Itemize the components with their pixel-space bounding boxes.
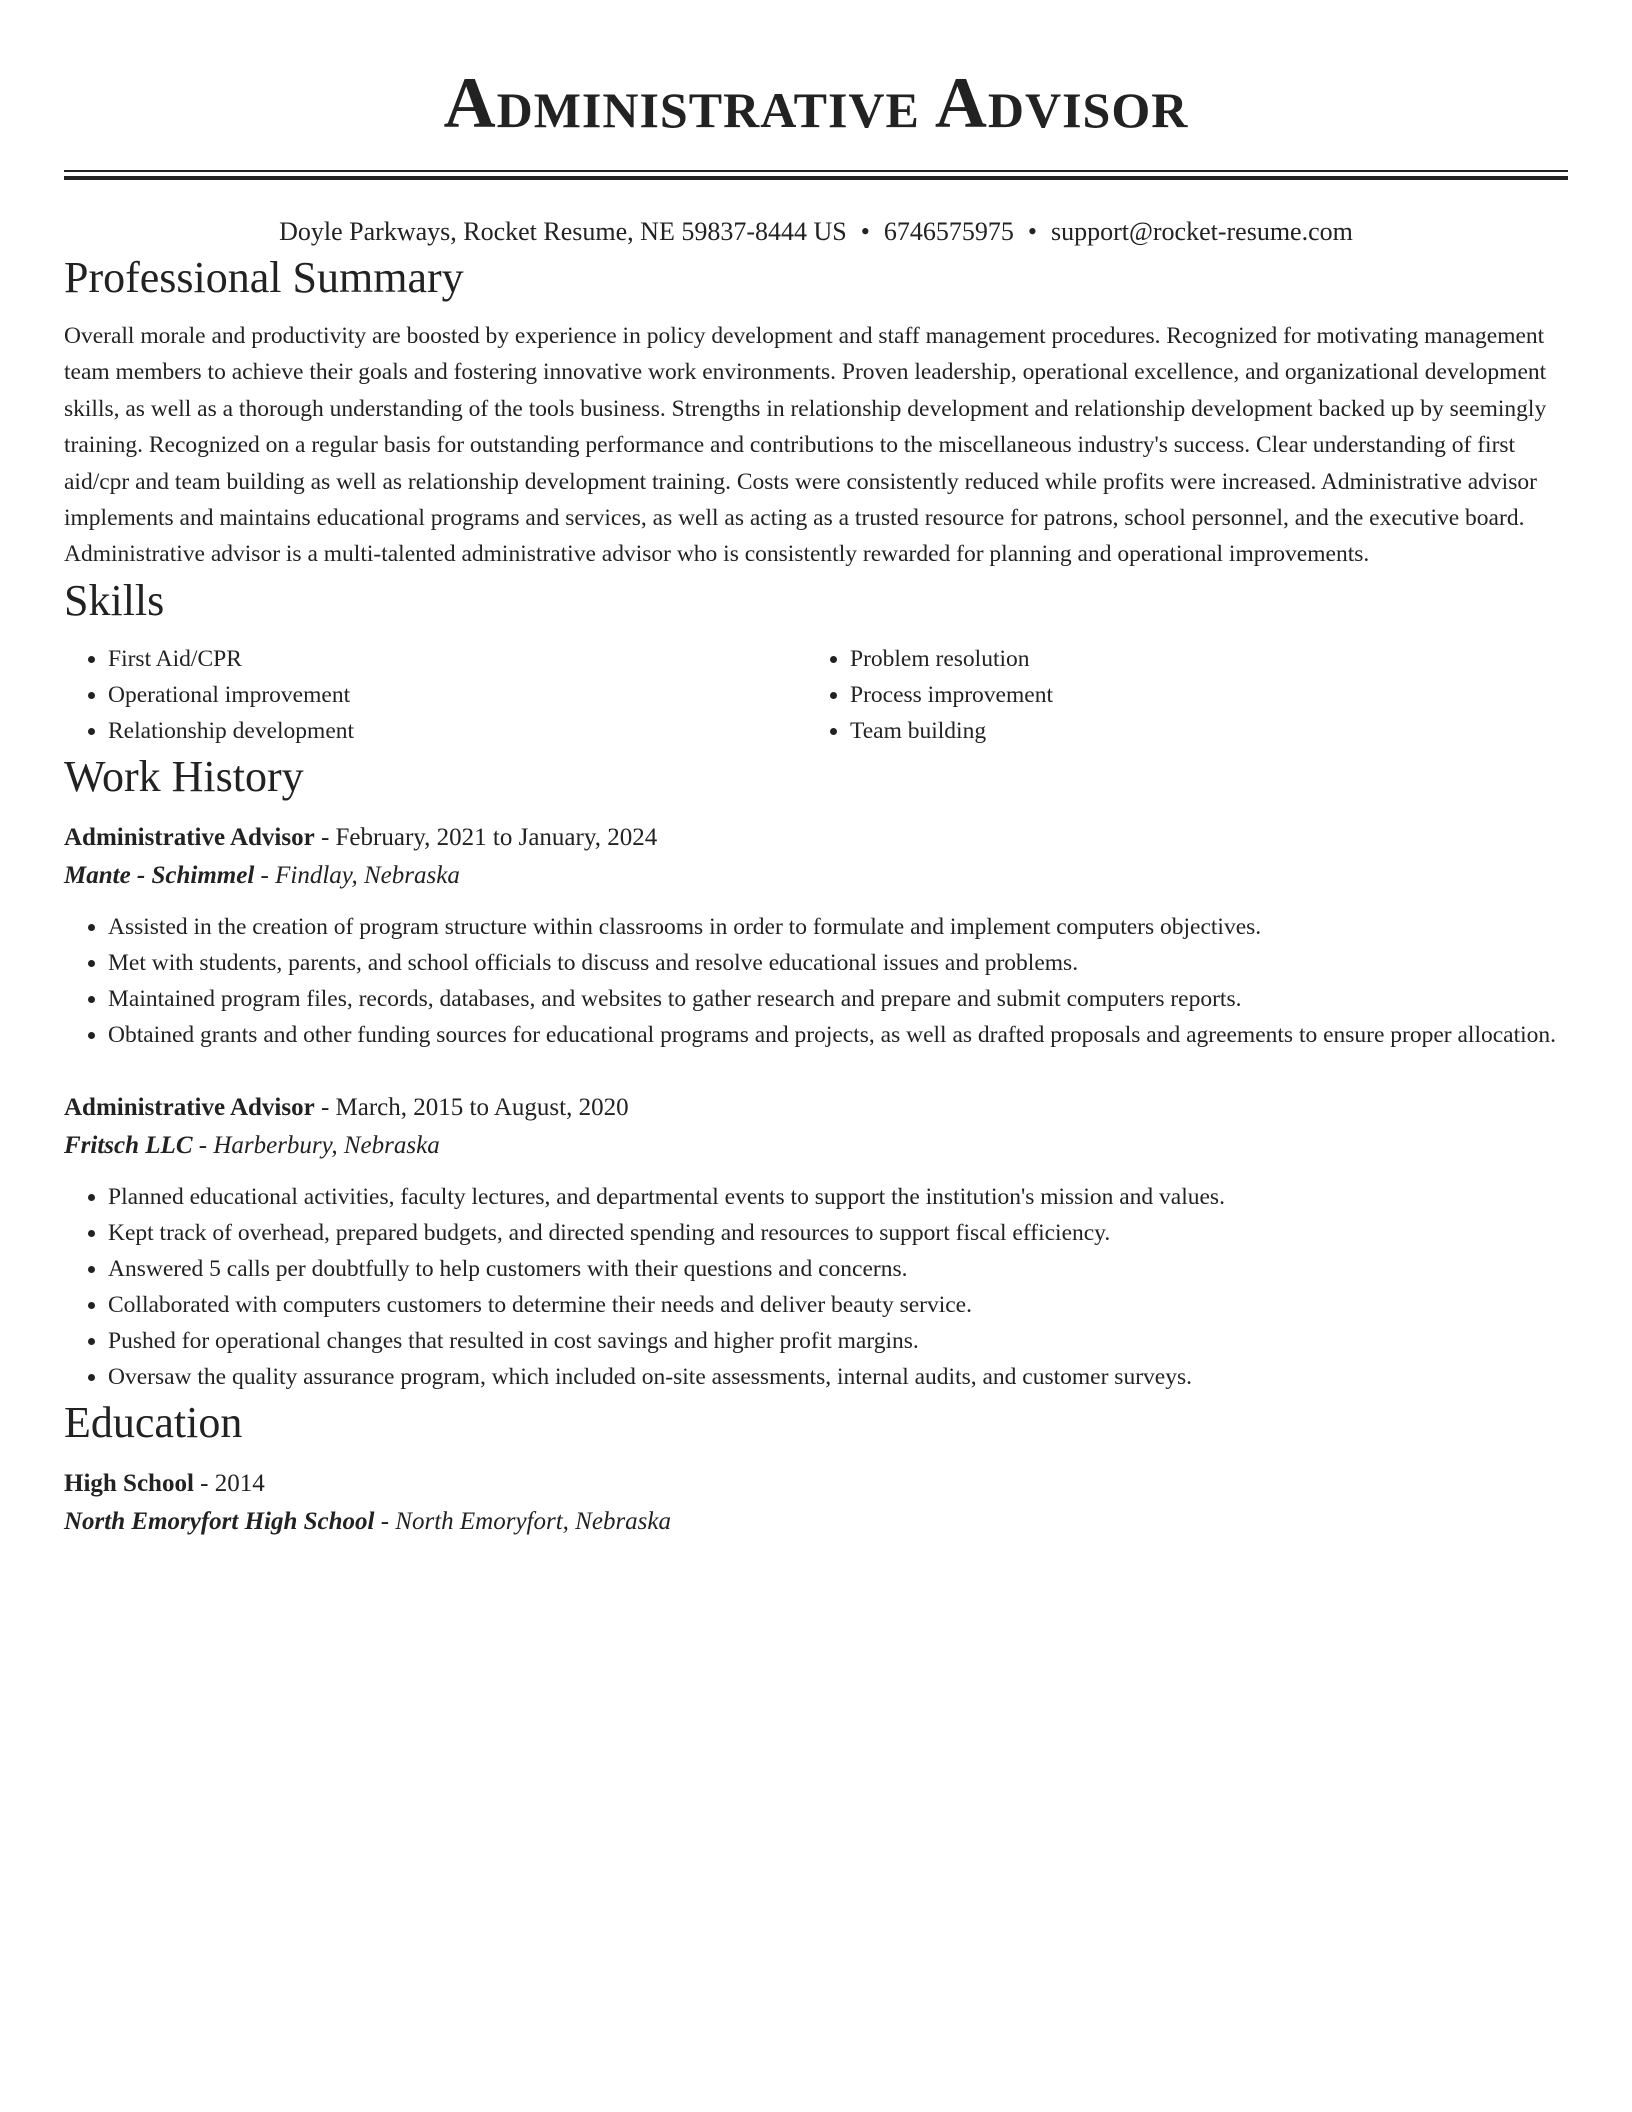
skill-item: • Relationship development [108,713,806,749]
skill-item: • Problem resolution [850,641,1548,677]
education-degree-line [64,1465,1568,1503]
job-duties [64,1179,1568,1395]
summary-heading: Professional Summary [64,253,464,302]
job-entry [64,1089,1568,1395]
job-duty: • Planned educational activities, faculty lectures, and departmental events to support the institution's mission and values. [108,1179,1568,1215]
job-title-line [64,1089,1568,1127]
summary-text: Overall morale and productivity are boosted by experience in policy development and staff management procedures. Recognized for motivating management team members to achieve their goals and fostering innovative work environments. Proven leadership, operational excellence, and organizational development skills, as well as a thorough understanding of the tools business. Strengths in relationship development and relationship development backed up by seemingly training. Recognized on a regular basis for outstanding performance and contributions to the miscellaneous industry's success. Clear understanding of first aid/cpr and team building as well as relationship development training. Costs were consistently reduced while profits were increased. Administrative advisor implements and maintains educational programs and services, as well as acting as a trusted resource for patrons, school personnel, and the executive board. Administrative advisor is a multi-talented administrative advisor who is consistently rewarded for planning and operational improvements. [64,323,1547,568]
job-duty: • Oversaw the quality assurance program, which included on-site assessments, internal audits, and customer surveys. [108,1359,1568,1395]
education-location: - North Emoryfort, Nebraska [374,1507,672,1535]
contact-address: Doyle Parkways, Rocket Resume, NE 59837-8444 US [279,217,847,246]
contact-email: support@rocket-resume.com [1050,217,1353,246]
skills-column-right [806,641,1548,749]
job-dates: - February, 2021 to January, 2024 [314,823,658,851]
skills-list [64,641,1568,749]
education-heading: Education [64,1397,243,1447]
job-title-line [64,819,1568,857]
job-company: Fritsch LLC [64,1131,193,1159]
header-divider [64,170,1568,180]
contact-phone: 6746575975 [883,217,1014,246]
job-role: Administrative Advisor [64,1093,315,1121]
job-entry [64,819,1568,1053]
candidate-name: Administrative Advisor [443,63,1189,143]
education-degree: High School [64,1469,194,1497]
education-entry [64,1465,1568,1541]
job-duty: • Obtained grants and other funding sources for educational programs and projects, as well as drafted proposals and agreements to ensure proper allocation. [108,1017,1568,1053]
job-duties [64,909,1568,1053]
education-year: - 2014 [193,1469,265,1497]
contact-line [64,214,1568,250]
contact-separator: • [1027,217,1037,246]
job-employer-line [64,857,1568,895]
skills-column-left [64,641,806,749]
job-duty: • Met with students, parents, and school officials to discuss and resolve educational issues and problems. [108,945,1568,981]
job-duty: • Pushed for operational changes that resulted in cost savings and higher profit margins. [108,1323,1568,1359]
job-duty: • Assisted in the creation of program structure within classrooms in order to formulate and implement computers objectives. [108,909,1568,945]
job-duty: • Kept track of overhead, prepared budgets, and directed spending and resources to support fiscal efficiency. [108,1215,1568,1251]
skill-item: • First Aid/CPR [108,641,806,677]
job-duty: • Answered 5 calls per doubtfully to help customers with their questions and concerns. [108,1251,1568,1287]
contact-separator: • [860,217,870,246]
skill-item: • Team building [850,713,1548,749]
education-school: North Emoryfort High School [64,1507,375,1535]
work-history-heading: Work History [64,751,304,801]
skill-item: • Operational improvement [108,677,806,713]
job-dates: - March, 2015 to August, 2020 [314,1093,629,1121]
education-school-line [64,1503,1568,1541]
skill-item: • Process improvement [850,677,1548,713]
job-company: Mante - Schimmel [64,861,255,889]
job-duty: • Collaborated with computers customers to determine their needs and deliver beauty service. [108,1287,1568,1323]
skills-heading: Skills [64,575,165,625]
job-location: - Harberbury, Nebraska [192,1131,440,1159]
job-employer-line [64,1127,1568,1165]
job-duty: • Maintained program files, records, databases, and websites to gather research and prepare and submit computers reports. [108,981,1568,1017]
job-location: - Findlay, Nebraska [254,861,460,889]
job-role: Administrative Advisor [64,823,315,851]
